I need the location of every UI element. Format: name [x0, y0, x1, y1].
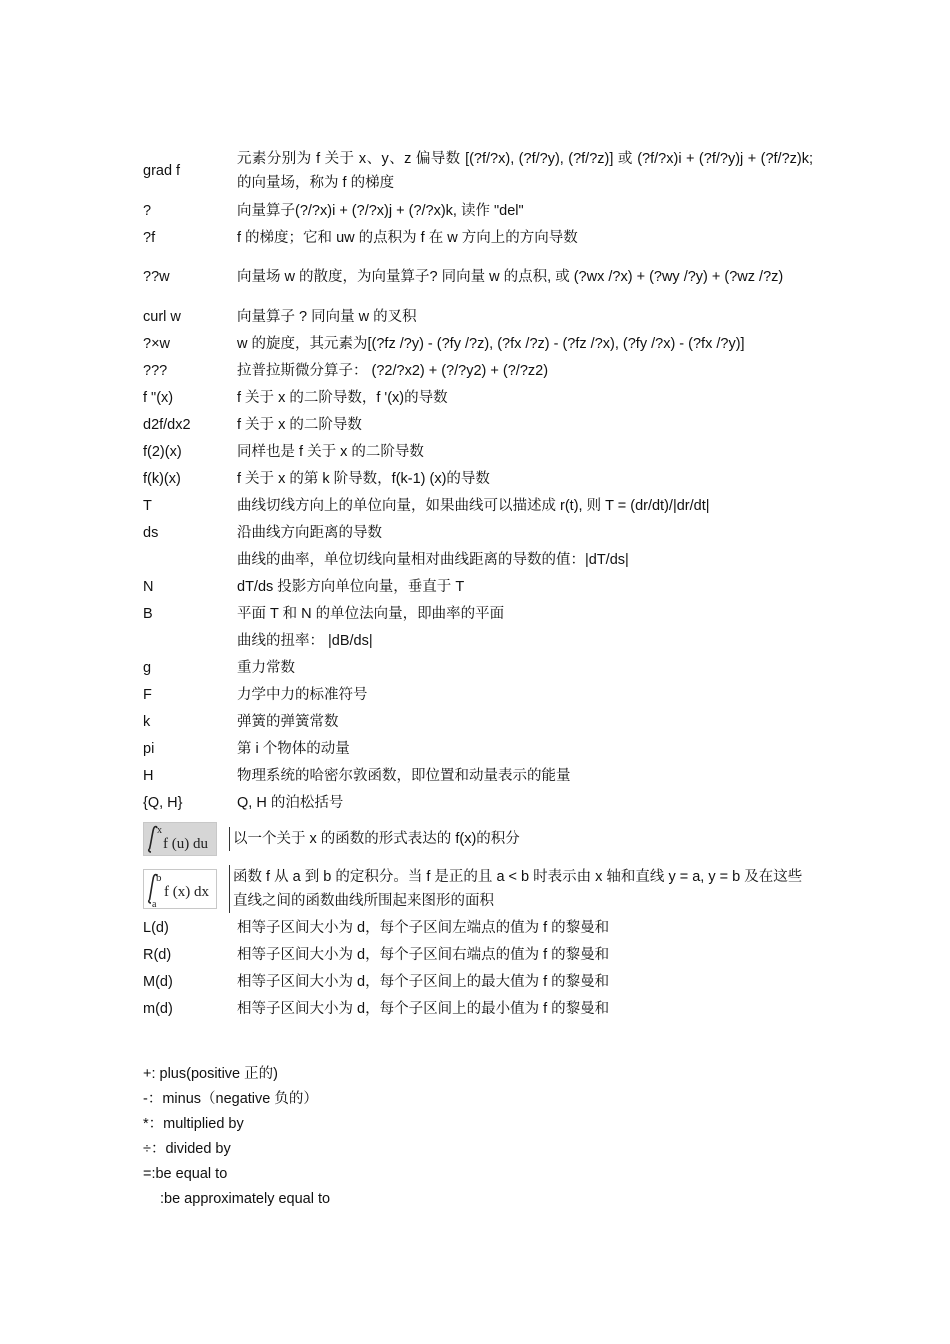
description-cell: 曲线的扭率： |dB/ds| [237, 632, 373, 649]
symbol-cell: pi [143, 740, 155, 757]
description-cell: 相等子区间大小为 d，每个子区间上的最大值为 f 的黎曼和 [237, 973, 610, 990]
description-cell: 同样也是 f 关于 x 的二阶导数 [237, 443, 424, 460]
table-row [143, 708, 813, 735]
svg-text:f (u) du: f (u) du [163, 836, 208, 852]
description-cell: 相等子区间大小为 d，每个子区间左端点的值为 f 的黎曼和 [237, 919, 610, 936]
table-row [143, 492, 813, 519]
description-cell: 平面 T 和 N 的单位法向量，即曲率的平面 [237, 605, 505, 622]
table-row [143, 465, 813, 492]
operator-item: +: plus(positive 正的) [143, 1066, 278, 1082]
integral-formula-image [143, 822, 217, 856]
description-cell: dT/ds 投影方向单位向量，垂直于 T [237, 578, 465, 595]
symbol-cell: B [143, 605, 153, 622]
operator-list [143, 1062, 330, 1212]
symbol-cell: N [143, 578, 154, 595]
description-cell: 相等子区间大小为 d，每个子区间右端点的值为 f 的黎曼和 [237, 946, 610, 963]
description-cell: Q, H 的泊松括号 [237, 794, 344, 811]
symbol-cell: m(d) [143, 1000, 173, 1017]
operator-item: ÷：divided by [143, 1141, 231, 1157]
symbol-cell: ds [143, 524, 159, 541]
table-row [143, 654, 813, 681]
description-cell: 物理系统的哈密尔敦函数，即位置和动量表示的能量 [237, 767, 571, 784]
operator-item: :be approximately equal to [160, 1191, 331, 1207]
table-row [143, 573, 813, 600]
description-cell: 向量算子 ? 同向量 w 的叉积 [237, 308, 417, 325]
symbol-cell: F [143, 686, 152, 703]
description-cell: 沿曲线方向距离的导数 [237, 524, 382, 541]
table-row [143, 627, 813, 654]
integral-sign-icon [144, 823, 218, 857]
description-cell: 向量场 w 的散度，为向量算子? 同向量 w 的点积, 或 (?wx /?x) + (?wy /?y) + (?wz /?z) [237, 269, 784, 285]
description-cell: 弹簧的弹簧常数 [237, 713, 339, 730]
table-row [143, 438, 813, 465]
table-row [143, 941, 813, 968]
description-cell: f 关于 x 的第 k 阶导数，f(k-1) (x)的导数 [237, 470, 490, 487]
table-row [143, 789, 813, 816]
symbol-cell: H [143, 767, 154, 784]
table-row [143, 600, 813, 627]
operator-item: -：minus（negative 负的） [143, 1091, 318, 1107]
operator-item: *：multiplied by [143, 1116, 244, 1132]
table-row [143, 197, 813, 224]
description-cell: 向量算子(?/?x)i + (?/?x)j + (?/?x)k, 读作 "del" [237, 202, 524, 219]
description-cell: 重力常数 [237, 659, 295, 676]
description-cell: 相等子区间大小为 d，每个子区间上的最小值为 f 的黎曼和 [237, 1000, 610, 1017]
table-row [143, 411, 813, 438]
table-row [143, 303, 813, 330]
symbol-cell: ??w [143, 269, 170, 285]
table-row [143, 681, 813, 708]
table-row [143, 519, 813, 546]
symbol-cell: ?f [143, 229, 156, 246]
symbol-cell: k [143, 713, 151, 730]
symbol-cell: L(d) [143, 919, 169, 936]
symbol-cell: ? [143, 202, 152, 219]
description-cell: 拉普拉斯微分算子： (?2/?x2) + (?/?y2) + (?/?z2) [237, 362, 549, 379]
table-row [143, 968, 813, 995]
table-row [143, 995, 813, 1022]
svg-text:b: b [156, 872, 162, 884]
symbol-cell: curl w [143, 308, 181, 325]
description-cell: f 的梯度；它和 uw 的点积为 f 在 w 方向上的方向导数 [237, 229, 578, 246]
operator-item: =:be equal to [143, 1166, 228, 1182]
description-cell: 函数 f 从 a 到 b 的定积分。当 f 是正的且 a < b 时表示由 x 轴和直线 y = a, y = b 及在这些直线之间的函数曲线所围起来图形的面积 [229, 865, 813, 913]
symbol-cell: d2f/dx2 [143, 416, 191, 433]
symbol-cell: g [143, 659, 152, 676]
symbol-cell: f "(x) [143, 389, 174, 406]
description-cell: 曲线切线方向上的单位向量，如果曲线可以描述成 r(t), 则 T = (dr/dt)/|dr/dt| [237, 497, 710, 514]
table-row [143, 384, 813, 411]
table-row [143, 735, 813, 762]
symbol-cell: {Q, H} [143, 794, 183, 811]
description-cell: 曲线的曲率，单位切线向量相对曲线距离的导数的值：|dT/ds| [237, 551, 629, 568]
table-row [143, 224, 813, 251]
table-row-integral [143, 816, 813, 862]
svg-text:x: x [157, 825, 162, 836]
svg-text:f (x) dx: f (x) dx [164, 884, 209, 900]
symbol-cell: grad f [143, 163, 181, 179]
description-cell: 力学中力的标准符号 [237, 686, 368, 703]
symbol-table [143, 145, 813, 1022]
table-row [143, 145, 813, 197]
symbol-cell: M(d) [143, 973, 173, 990]
table-row [143, 762, 813, 789]
description-cell: f 关于 x 的二阶导数，f '(x)的导数 [237, 389, 448, 406]
description-cell: f 关于 x 的二阶导数 [237, 416, 362, 433]
table-row [143, 357, 813, 384]
svg-text:a: a [152, 899, 157, 910]
symbol-cell: f(2)(x) [143, 443, 182, 460]
symbol-cell: f(k)(x) [143, 470, 181, 487]
symbol-cell: R(d) [143, 946, 172, 963]
definite-integral-icon [144, 870, 218, 910]
integral-formula-image [143, 869, 217, 909]
description-cell: 以一个关于 x 的函数的形式表达的 f(x)的积分 [229, 827, 813, 851]
symbol-cell: ?×w [143, 335, 171, 352]
table-row [143, 546, 813, 573]
symbol-cell: ??? [143, 362, 168, 379]
description-cell: 第 i 个物体的动量 [237, 740, 350, 757]
table-row-integral [143, 864, 813, 914]
description-cell: w 的旋度，其元素为[(?fz /?y) - (?fy /?z), (?fx /?z) - (?fz /?x), (?fy /?x) - (?fx /?y)] [237, 335, 745, 352]
table-row [143, 251, 813, 303]
table-row [143, 914, 813, 941]
description-cell: 元素分别为 f 关于 x、y、z 偏导数 [(?f/?x), (?f/?y), (?f/?z)] 或 (?f/?x)i + (?f/?y)j + (?f/?z)k; 的向量场，称为 f 的梯度 [237, 151, 813, 191]
table-row [143, 330, 813, 357]
symbol-cell: T [143, 497, 152, 514]
